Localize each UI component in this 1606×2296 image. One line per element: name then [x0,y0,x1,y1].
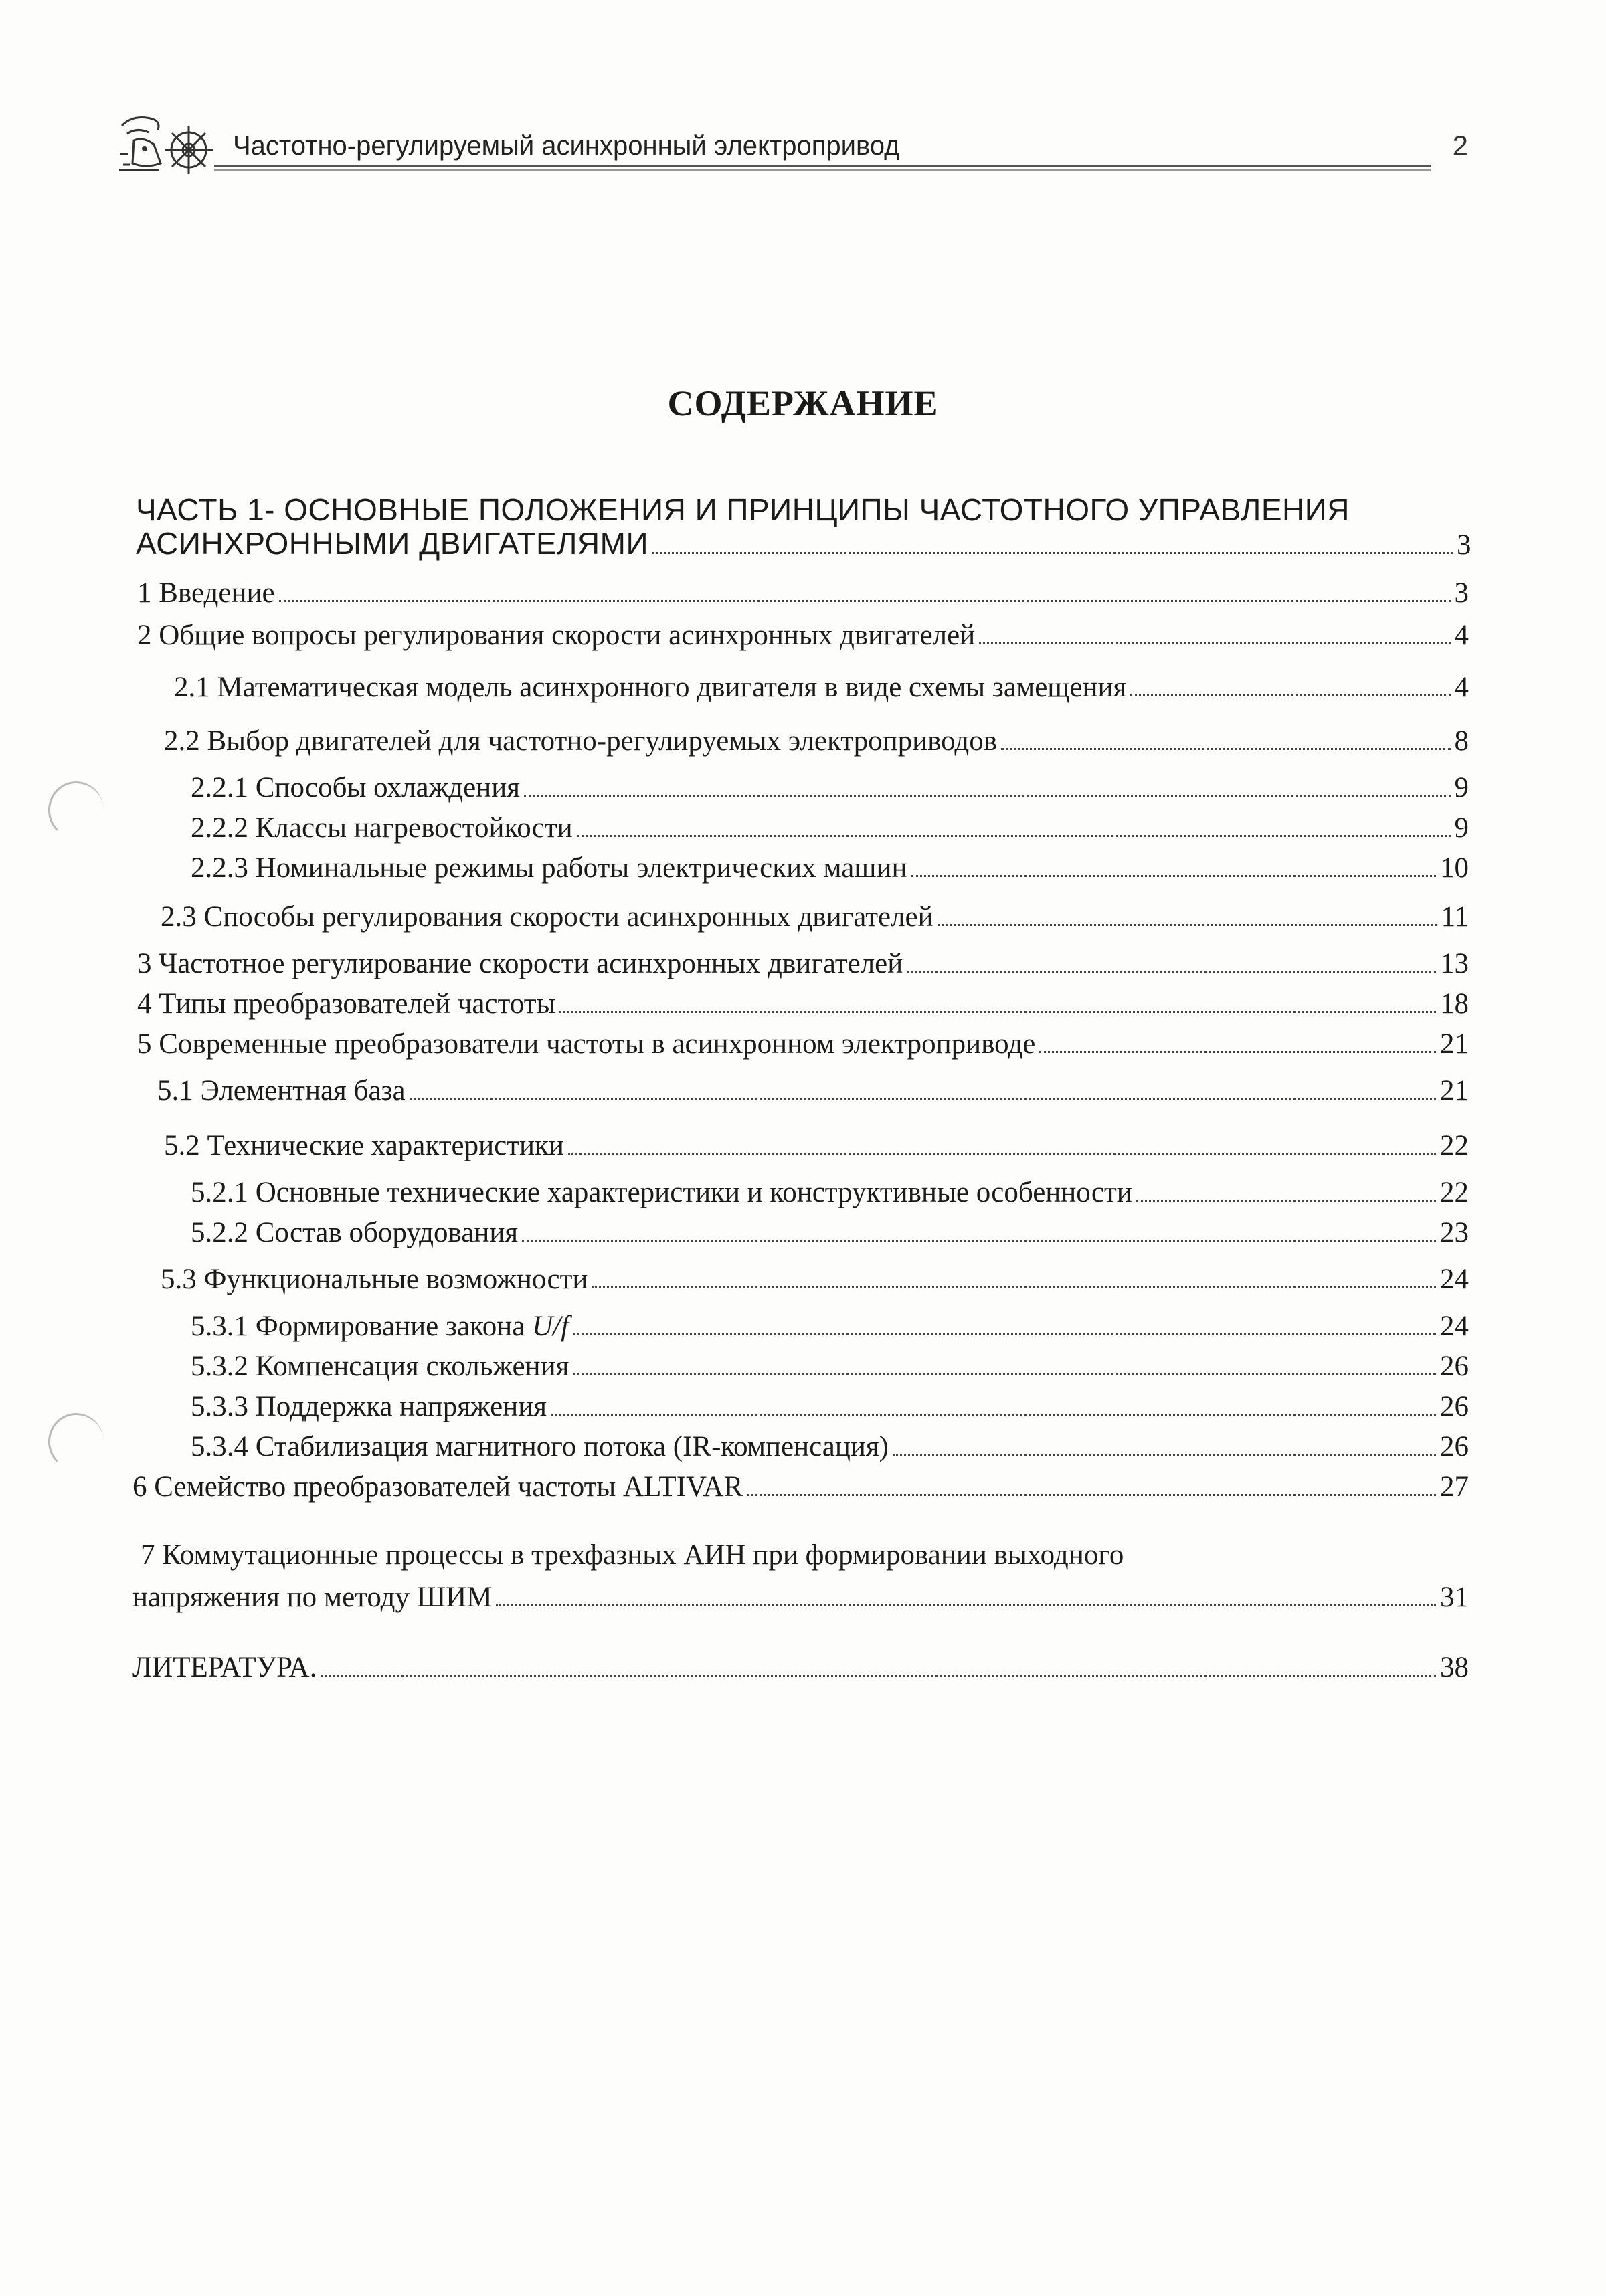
dot-leader [1136,1200,1436,1202]
toc-label: 4 Типы преобразователей частоты [137,988,556,1020]
toc-page: 9 [1454,812,1469,844]
dot-leader [1039,1051,1436,1053]
toc-entry-6[interactable] [132,1468,1469,1503]
toc-label: 6 Семейство преобразователей частоты ALTIVAR [132,1471,743,1503]
dot-leader [321,1675,1436,1677]
toc-entry-1[interactable] [137,575,1469,609]
dot-leader [522,1240,1436,1242]
toc-entry-5-3-2[interactable] [191,1348,1469,1383]
dot-leader [907,971,1436,973]
toc-entry-2-2-2[interactable] [191,809,1469,844]
toc-page: 11 [1441,901,1469,933]
toc-entry-7-line1: 7 Коммутационные процессы в трехфазных АИН при формировании выходного [141,1539,1124,1571]
toc-label: 5.2.1 Основные технические характеристики и конструктивные особенности [191,1177,1132,1208]
toc-label: 2.2.1 Способы охлаждения [191,772,521,803]
toc-part1-line1: ЧАСТЬ 1- ОСНОВНЫЕ ПОЛОЖЕНИЯ И ПРИНЦИПЫ ЧАСТОТНОГО УПРАВЛЕНИЯ [136,492,1350,527]
toc-entry-2[interactable] [137,617,1469,652]
dot-leader [938,924,1437,926]
toc-label: АСИНХРОННЫМИ ДВИГАТЕЛЯМИ [136,526,649,561]
toc-page: 10 [1440,852,1469,884]
dot-leader [1001,748,1450,750]
toc-page: 13 [1440,948,1469,979]
dot-leader [573,1373,1436,1375]
dot-leader [551,1414,1436,1416]
toc-entry-5-2-1[interactable] [191,1174,1469,1209]
toc-label: 5 Современные преобразователи частоты в асинхронном электроприводе [137,1028,1036,1060]
toc-label-italic: U/f [532,1311,569,1342]
dot-leader [524,795,1450,797]
page-number: 2 [1452,130,1468,161]
dot-leader [410,1098,1436,1100]
dot-leader [1130,694,1450,696]
toc-entry-5-2[interactable] [164,1127,1469,1162]
toc-page: 26 [1440,1391,1469,1422]
toc-entry-2-3[interactable] [161,898,1469,933]
dot-leader [652,552,1453,554]
toc-entry-5-3-3[interactable] [191,1388,1469,1423]
dot-leader [568,1153,1436,1155]
toc-page: 38 [1440,1652,1469,1683]
toc-entry-2-2-3[interactable] [191,850,1469,884]
dot-leader [559,1011,1436,1013]
dot-leader [893,1454,1436,1456]
toc-page: 24 [1440,1264,1469,1295]
toc-entry-3[interactable] [137,945,1469,980]
toc-page: 8 [1454,725,1469,757]
toc-page: 18 [1440,988,1469,1020]
toc-entry-part1[interactable] [136,527,1471,561]
toc-page: 21 [1440,1028,1469,1060]
toc-entry-literature[interactable] [132,1649,1469,1684]
toc-label: 5.3.2 Компенсация скольжения [191,1351,569,1382]
dot-leader [747,1494,1436,1496]
toc-page: 9 [1454,772,1469,803]
toc-label-prefix: 5.3.1 Формирование закона [191,1311,533,1342]
toc-entry-2-2-1[interactable] [191,769,1469,804]
dot-leader [592,1286,1436,1288]
dot-leader [911,875,1436,877]
toc-page: 22 [1440,1130,1469,1161]
punch-hole-mark [48,1413,104,1470]
toc-label: 2.3 Способы регулирования скорости асинхронных двигателей [161,901,933,933]
toc-entry-2-2[interactable] [164,723,1469,757]
dot-leader [577,835,1451,837]
toc-label: 2 Общие вопросы регулирования скорости асинхронных двигателей [137,619,976,651]
toc-page: 22 [1440,1177,1469,1208]
toc-page: 31 [1440,1582,1469,1613]
toc-label: 5.2 Технические характеристики [164,1130,564,1161]
toc-page: 4 [1454,619,1469,651]
toc-entry-5-3-1[interactable] [191,1308,1469,1343]
toc-entry-5-1[interactable] [157,1072,1469,1107]
toc-page: 23 [1440,1217,1469,1248]
running-header-title: Частотно-регулируемый асинхронный электропривод [233,131,900,161]
document-title: СОДЕРЖАНИЕ [667,383,939,423]
toc-label: 2.1 Математическая модель асинхронного двигателя в виде схемы замещения [174,672,1127,703]
toc-page: 26 [1440,1351,1469,1382]
toc-label: 5.3 Функциональные возможности [161,1264,588,1295]
toc-entry-4[interactable] [137,985,1469,1020]
toc-entry-5-3-4[interactable] [191,1428,1469,1463]
toc-label: 2.2 Выбор двигателей для частотно-регулируемых электроприводов [164,725,998,757]
toc-page: 3 [1457,529,1471,561]
toc-page: 27 [1440,1471,1469,1503]
toc-page: 26 [1440,1431,1469,1462]
toc-page: 3 [1454,577,1469,609]
toc-page: 21 [1440,1075,1469,1107]
punch-hole-mark [48,781,104,839]
toc-label: 5.3.4 Стабилизация магнитного потока (IR-компенсация) [191,1431,889,1462]
toc-entry-2-1[interactable] [174,669,1469,704]
dot-leader [573,1333,1436,1335]
toc-label: 5.2.2 Состав оборудования [191,1217,519,1248]
toc-label: 5.1 Элементная база [157,1075,406,1107]
toc-label: ЛИТЕРАТУРА. [132,1652,317,1683]
toc-entry-5-3[interactable] [161,1261,1469,1296]
toc-label: 5.3.3 Поддержка напряжения [191,1391,547,1422]
toc-label: напряжения по методу ШИМ [132,1582,493,1613]
toc-page: 24 [1440,1311,1469,1342]
toc-page: 4 [1454,672,1469,703]
toc-label: 2.2.3 Номинальные режимы работы электрических машин [191,852,907,884]
toc-label: 3 Частотное регулирование скорости асинхронных двигателей [137,948,903,979]
toc-entry-7[interactable] [132,1579,1469,1614]
toc-label [191,1310,569,1343]
dot-leader [279,600,1451,602]
toc-label: 2.2.2 Классы нагревостойкости [191,812,573,844]
toc-label: 1 Введение [137,577,275,609]
toc-entry-5[interactable] [137,1026,1469,1060]
toc-entry-5-2-2[interactable] [191,1214,1469,1249]
dot-leader [496,1604,1436,1606]
dot-leader [979,642,1450,644]
